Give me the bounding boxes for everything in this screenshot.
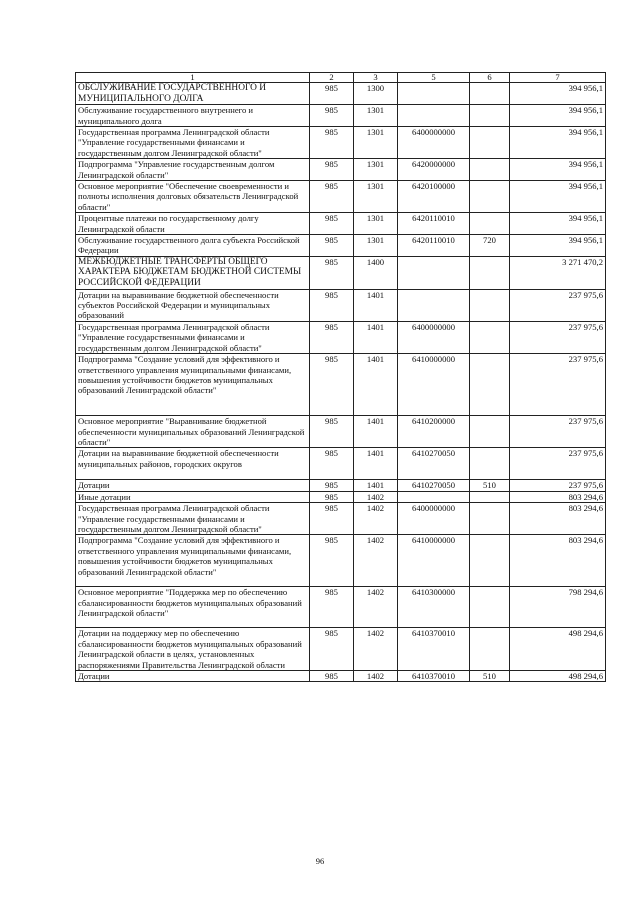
section-code-cell: 1401	[354, 321, 398, 353]
section-code-cell: 1301	[354, 105, 398, 127]
expense-type-cell	[470, 159, 510, 181]
target-article-cell: 6410370010	[398, 670, 470, 681]
budget-table	[75, 72, 606, 682]
target-article-cell: 6410270050	[398, 448, 470, 480]
table-row	[76, 448, 606, 480]
section-code-cell: 1301	[354, 127, 398, 159]
expense-type-cell	[470, 416, 510, 448]
ministry-code-cell: 985	[310, 181, 354, 213]
expense-type-cell	[470, 127, 510, 159]
ministry-code-cell: 985	[310, 105, 354, 127]
ministry-code-cell: 985	[310, 670, 354, 681]
expense-type-cell	[470, 535, 510, 587]
header-cell: 5	[398, 73, 470, 83]
expense-type-cell: 510	[470, 670, 510, 681]
expense-type-cell	[470, 83, 510, 105]
expense-type-cell: 720	[470, 235, 510, 257]
row-name-cell: Дотации	[76, 480, 310, 491]
ministry-code-cell: 985	[310, 235, 354, 257]
table-header-row	[76, 73, 606, 83]
amount-cell: 394 956,1	[510, 105, 606, 127]
expense-type-cell	[470, 213, 510, 235]
expense-type-cell	[470, 256, 510, 289]
expense-type-cell	[470, 105, 510, 127]
table-row	[76, 83, 606, 105]
expense-type-cell	[470, 289, 510, 321]
table-row	[76, 354, 606, 416]
amount-cell: 803 294,6	[510, 503, 606, 535]
target-article-cell: 6410300000	[398, 587, 470, 628]
ministry-code-cell: 985	[310, 321, 354, 353]
row-name-cell: ОБСЛУЖИВАНИЕ ГОСУДАРСТВЕННОГО И МУНИЦИПАЛЬНОГО ДОЛГА	[76, 83, 310, 105]
target-article-cell: 6420110010	[398, 235, 470, 257]
row-name-cell: Подпрограмма "Создание условий для эффективного и ответственного управления муниципальными финансами, повышения устойчивости бюджетов муниципальных образований Ленинградской области"	[76, 354, 310, 416]
amount-cell: 803 294,6	[510, 491, 606, 502]
table-row	[76, 416, 606, 448]
section-code-cell: 1402	[354, 491, 398, 502]
table-row	[76, 503, 606, 535]
amount-cell: 498 294,6	[510, 670, 606, 681]
section-code-cell: 1402	[354, 628, 398, 671]
target-article-cell: 6410000000	[398, 354, 470, 416]
page-number: 96	[315, 856, 325, 866]
ministry-code-cell: 985	[310, 127, 354, 159]
table-row	[76, 127, 606, 159]
row-name-cell: МЕЖБЮДЖЕТНЫЕ ТРАНСФЕРТЫ ОБЩЕГО ХАРАКТЕРА БЮДЖЕТАМ БЮДЖЕТНОЙ СИСТЕМЫ РОССИЙСКОЙ ФЕДЕРАЦИИ	[76, 256, 310, 289]
amount-cell: 394 956,1	[510, 83, 606, 105]
ministry-code-cell: 985	[310, 256, 354, 289]
table-row	[76, 235, 606, 257]
row-name-cell: Подпрограмма "Управление государственным долгом Ленинградской области"	[76, 159, 310, 181]
target-article-cell	[398, 105, 470, 127]
section-code-cell: 1301	[354, 181, 398, 213]
amount-cell: 394 956,1	[510, 127, 606, 159]
target-article-cell: 6400000000	[398, 503, 470, 535]
section-code-cell: 1301	[354, 213, 398, 235]
expense-type-cell	[470, 587, 510, 628]
table-row	[76, 213, 606, 235]
amount-cell: 237 975,6	[510, 480, 606, 491]
ministry-code-cell: 985	[310, 503, 354, 535]
row-name-cell: Обслуживание государственного долга субъекта Российской Федерации	[76, 235, 310, 257]
section-code-cell: 1401	[354, 448, 398, 480]
section-code-cell: 1402	[354, 535, 398, 587]
target-article-cell: 6410200000	[398, 416, 470, 448]
header-cell: 2	[310, 73, 354, 83]
table-row	[76, 105, 606, 127]
ministry-code-cell: 985	[310, 448, 354, 480]
row-name-cell: Дотации на выравнивание бюджетной обеспеченности муниципальных районов, городских округов	[76, 448, 310, 480]
amount-cell: 3 271 470,2	[510, 256, 606, 289]
ministry-code-cell: 985	[310, 480, 354, 491]
row-name-cell: Дотации на поддержку мер по обеспечению сбалансированности бюджетов муниципальных образований Ленинградской области в целях, установленных распоряжениями Правительства Ленинградской области	[76, 628, 310, 671]
section-code-cell: 1401	[354, 480, 398, 491]
section-code-cell: 1301	[354, 159, 398, 181]
expense-type-cell	[470, 354, 510, 416]
row-name-cell: Процентные платежи по государственному долгу Ленинградской области	[76, 213, 310, 235]
table-row	[76, 256, 606, 289]
target-article-cell	[398, 83, 470, 105]
row-name-cell: Подпрограмма "Создание условий для эффективного и ответственного управления муниципальными финансами, повышения устойчивости бюджетов муниципальных образований Ленинградской области"	[76, 535, 310, 587]
table-row	[76, 491, 606, 502]
row-name-cell: Государственная программа Ленинградской области "Управление государственными финансами и государственным долгом Ленинградской области"	[76, 127, 310, 159]
section-code-cell: 1301	[354, 235, 398, 257]
expense-type-cell: 510	[470, 480, 510, 491]
table-row	[76, 289, 606, 321]
amount-cell: 237 975,6	[510, 448, 606, 480]
ministry-code-cell: 985	[310, 628, 354, 671]
header-cell: 7	[510, 73, 606, 83]
target-article-cell: 6410270050	[398, 480, 470, 491]
target-article-cell: 6400000000	[398, 127, 470, 159]
budget-table-body	[76, 73, 606, 682]
ministry-code-cell: 985	[310, 587, 354, 628]
amount-cell: 237 975,6	[510, 321, 606, 353]
row-name-cell: Основное мероприятие "Поддержка мер по обеспечению сбалансированности бюджетов муниципальных образований Ленинградской области"	[76, 587, 310, 628]
amount-cell: 237 975,6	[510, 416, 606, 448]
amount-cell: 498 294,6	[510, 628, 606, 671]
table-row	[76, 628, 606, 671]
ministry-code-cell: 985	[310, 354, 354, 416]
amount-cell: 394 956,1	[510, 235, 606, 257]
target-article-cell: 6420110010	[398, 213, 470, 235]
row-name-cell: Иные дотации	[76, 491, 310, 502]
header-cell: 3	[354, 73, 398, 83]
ministry-code-cell: 985	[310, 289, 354, 321]
ministry-code-cell: 985	[310, 416, 354, 448]
expense-type-cell	[470, 321, 510, 353]
expense-type-cell	[470, 181, 510, 213]
header-cell: 1	[76, 73, 310, 83]
target-article-cell	[398, 491, 470, 502]
row-name-cell: Государственная программа Ленинградской области "Управление государственными финансами и государственным долгом Ленинградской области"	[76, 321, 310, 353]
expense-type-cell	[470, 503, 510, 535]
section-code-cell: 1401	[354, 354, 398, 416]
amount-cell: 394 956,1	[510, 181, 606, 213]
amount-cell: 803 294,6	[510, 535, 606, 587]
target-article-cell: 6400000000	[398, 321, 470, 353]
table-row	[76, 670, 606, 681]
expense-type-cell	[470, 628, 510, 671]
amount-cell: 394 956,1	[510, 213, 606, 235]
amount-cell: 394 956,1	[510, 159, 606, 181]
target-article-cell: 6420000000	[398, 159, 470, 181]
section-code-cell: 1402	[354, 503, 398, 535]
row-name-cell: Основное мероприятие "Обеспечение своевременности и полноты исполнения долговых обязательств Ленинградской области"	[76, 181, 310, 213]
table-row	[76, 321, 606, 353]
row-name-cell: Дотации	[76, 670, 310, 681]
table-row	[76, 480, 606, 491]
row-name-cell: Основное мероприятие "Выравнивание бюджетной обеспеченности муниципальных образований Ленинградской области"	[76, 416, 310, 448]
section-code-cell: 1400	[354, 256, 398, 289]
target-article-cell: 6410000000	[398, 535, 470, 587]
header-cell: 6	[470, 73, 510, 83]
table-row	[76, 181, 606, 213]
section-code-cell: 1402	[354, 587, 398, 628]
section-code-cell: 1401	[354, 289, 398, 321]
expense-type-cell	[470, 491, 510, 502]
target-article-cell: 6410370010	[398, 628, 470, 671]
amount-cell: 237 975,6	[510, 289, 606, 321]
section-code-cell: 1300	[354, 83, 398, 105]
target-article-cell: 6420100000	[398, 181, 470, 213]
table-row	[76, 535, 606, 587]
row-name-cell: Дотации на выравнивание бюджетной обеспеченности субъектов Российской Федерации и муниципальных образований	[76, 289, 310, 321]
table-row	[76, 587, 606, 628]
target-article-cell	[398, 256, 470, 289]
ministry-code-cell: 985	[310, 535, 354, 587]
target-article-cell	[398, 289, 470, 321]
amount-cell: 798 294,6	[510, 587, 606, 628]
section-code-cell: 1402	[354, 670, 398, 681]
table-row	[76, 159, 606, 181]
section-code-cell: 1401	[354, 416, 398, 448]
expense-type-cell	[470, 448, 510, 480]
row-name-cell: Обслуживание государственного внутреннего и муниципального долга	[76, 105, 310, 127]
ministry-code-cell: 985	[310, 159, 354, 181]
ministry-code-cell: 985	[310, 491, 354, 502]
ministry-code-cell: 985	[310, 213, 354, 235]
ministry-code-cell: 985	[310, 83, 354, 105]
row-name-cell: Государственная программа Ленинградской области "Управление государственными финансами и государственным долгом Ленинградской области"	[76, 503, 310, 535]
amount-cell: 237 975,6	[510, 354, 606, 416]
